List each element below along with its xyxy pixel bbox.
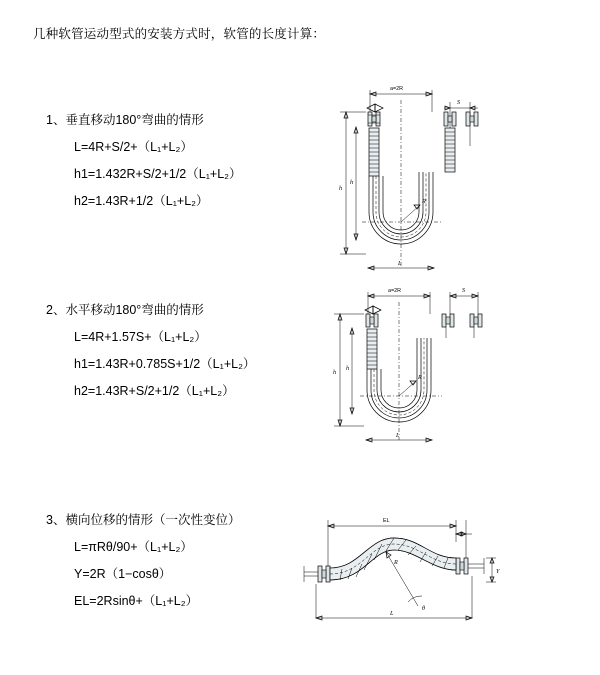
svg-text:h: h: [339, 185, 343, 192]
svg-text:S: S: [457, 99, 461, 106]
lateral-offset-diagram: [290, 506, 510, 636]
dim-label-a-2r: a=2R: [390, 86, 404, 92]
section-1-title: 1、垂直移动180°弯曲的情形: [46, 113, 204, 127]
section-3-title: 3、横向位移的情形（一次性变位）: [46, 513, 241, 527]
svg-text:EL: EL: [383, 518, 390, 524]
section-3-formula-2: Y=2R（1−cosθ）: [74, 567, 172, 581]
section-2-formula-2: h1=1.43R+0.785S+1/2（L₁+L₂）: [74, 357, 256, 371]
svg-text:S: S: [462, 287, 466, 294]
svg-text:h: h: [346, 365, 350, 372]
vertical-180-bend-diagram: [310, 72, 510, 282]
svg-text:R: R: [394, 559, 398, 566]
svg-text:Y: Y: [496, 568, 500, 575]
svg-text:a=2R: a=2R: [388, 288, 402, 294]
svg-text:R: R: [418, 374, 422, 381]
page-title: 几种软管运动型式的安装方式时，软管的长度计算：: [33, 27, 326, 41]
svg-text:R: R: [422, 198, 426, 205]
svg-text:h: h: [333, 369, 337, 376]
section-2-formula-3: h2=1.43R+S/2+1/2（L₁+L₂）: [74, 384, 235, 398]
section-horizontal-180-bend: [0, 287, 600, 470]
section-3-text: [46, 510, 326, 618]
section-vertical-180-bend: [0, 86, 600, 280]
section-3-formula-1: L=πRθ/90+（L₁+L₂）: [74, 540, 193, 554]
section-2-formula-1: L=4R+1.57S+（L₁+L₂）: [74, 330, 207, 344]
svg-text:θ: θ: [422, 605, 426, 612]
section-1-formula-3: h2=1.43R+1/2（L₁+L₂）: [74, 194, 209, 208]
section-1-formula-1: L=4R+S/2+（L₁+L₂）: [74, 140, 193, 154]
svg-text:h: h: [350, 179, 354, 186]
svg-text:L: L: [398, 260, 402, 267]
section-2-text: [46, 300, 326, 408]
section-2-title: 2、水平移动180°弯曲的情形: [46, 303, 204, 317]
section-1-text: [46, 110, 326, 218]
svg-text:L: L: [390, 610, 394, 617]
horizontal-180-bend-diagram: [310, 278, 510, 458]
section-3-formula-3: EL=2Rsinθ+（L₁+L₂）: [74, 594, 199, 608]
svg-text:L: L: [396, 432, 400, 439]
section-lateral-offset: [0, 510, 600, 650]
section-1-formula-2: h1=1.432R+S/2+1/2（L₁+L₂）: [74, 167, 242, 181]
